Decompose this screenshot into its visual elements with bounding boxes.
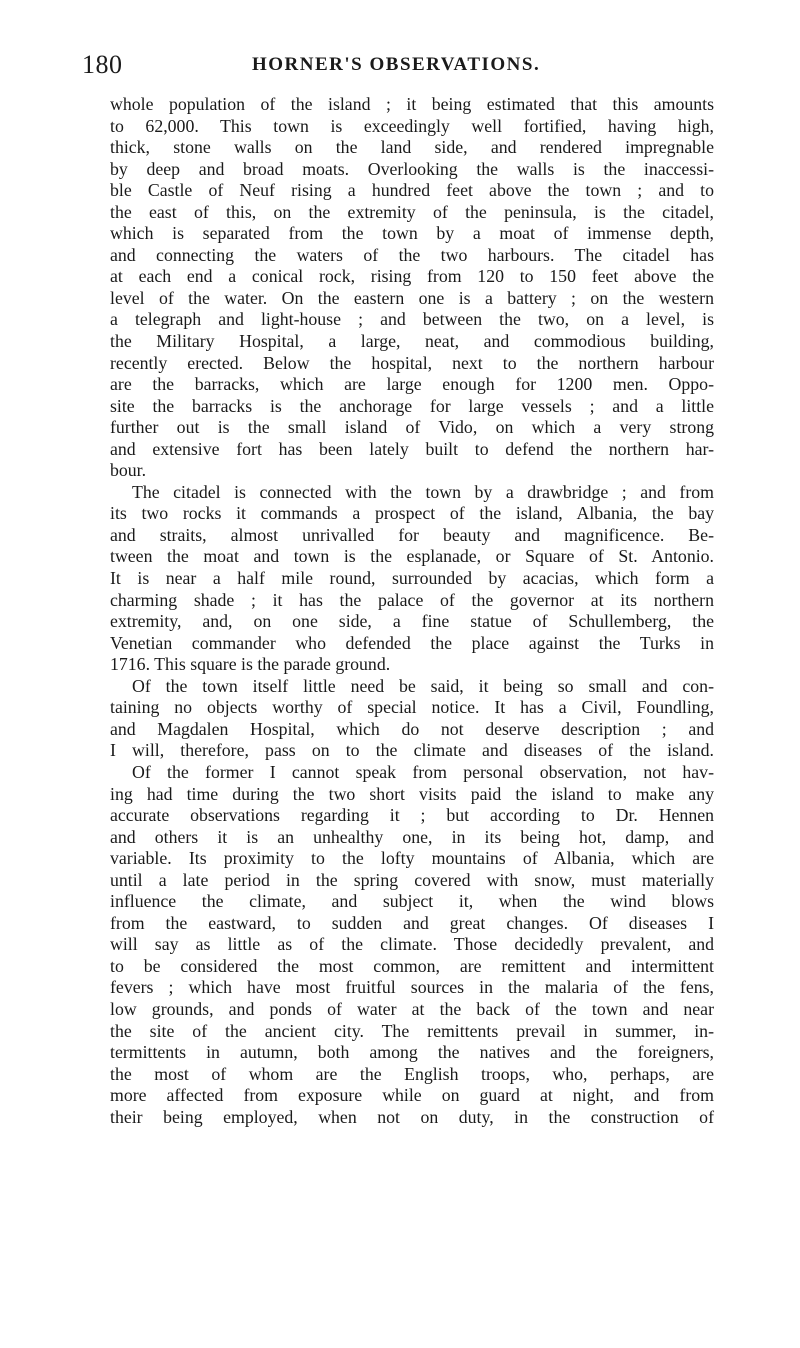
body-text — [110, 94, 714, 1128]
text-line: and extensive fort has been lately built to defend the northern har- — [110, 438, 714, 459]
text-line: taining no objects worthy of special notice. It has a Civil, Foundling, — [110, 697, 714, 718]
text-line: thick, stone walls on the land side, and rendered impregnable — [110, 137, 714, 158]
text-line: recently erected. Below the hospital, next to the northern harbour — [110, 352, 714, 373]
page-number: 180 — [82, 50, 123, 79]
text-line: by deep and broad moats. Overlooking the walls is the inaccessi- — [110, 158, 714, 179]
text-line: termittents in autumn, both among the natives and the foreigners, — [110, 1042, 714, 1063]
text-line: extremity, and, on one side, a fine statue of Schullemberg, the — [110, 611, 714, 632]
page-header — [82, 50, 722, 90]
text-line: low grounds, and ponds of water at the back of the town and near — [110, 998, 714, 1019]
text-line: level of the water. On the eastern one is a battery ; on the western — [110, 287, 714, 308]
text-line: will say as little as of the climate. Those decidedly prevalent, and — [110, 934, 714, 955]
text-line: 1716. This square is the parade ground. — [110, 654, 391, 675]
text-line: to 62,000. This town is exceedingly well fortified, having high, — [110, 115, 714, 136]
text-line: ble Castle of Neuf rising a hundred feet above the town ; and to — [110, 180, 714, 201]
text-line: accurate observations regarding it ; but according to Dr. Hennen — [110, 805, 714, 826]
text-line: which is separated from the town by a moat of immense depth, — [110, 223, 714, 244]
text-line: charming shade ; it has the palace of the governor at its northern — [110, 589, 714, 610]
text-line: are the barracks, which are large enough for 1200 men. Oppo- — [110, 374, 714, 395]
text-line: fevers ; which have most fruitful sources in the malaria of the fens, — [110, 977, 714, 998]
text-line: I will, therefore, pass on to the climate and diseases of the island. — [110, 740, 714, 761]
text-line: a telegraph and light-house ; and between the two, on a level, is — [110, 309, 714, 330]
text-line: influence the climate, and subject it, when the wind blows — [110, 891, 714, 912]
text-line: its two rocks it commands a prospect of the island, Albania, the bay — [110, 503, 714, 524]
text-line: at each end a conical rock, rising from 120 to 150 feet above the — [110, 266, 714, 287]
text-line: bour. — [110, 460, 147, 481]
text-line: and others it is an unhealthy one, in its being hot, damp, and — [110, 826, 714, 847]
text-line: and connecting the waters of the two harbours. The citadel has — [110, 244, 714, 265]
text-line: the most of whom are the English troops, who, perhaps, are — [110, 1063, 714, 1084]
text-line: their being employed, when not on duty, in the construction of — [110, 1106, 714, 1127]
text-line: Venetian commander who defended the place against the Turks in — [110, 632, 714, 653]
text-line: more affected from exposure while on guard at night, and from — [110, 1085, 714, 1106]
text-line: Of the town itself little need be said, it being so small and con- — [132, 675, 714, 696]
text-line: further out is the small island of Vido, on which a very strong — [110, 417, 714, 438]
text-line: variable. Its proximity to the lofty mountains of Albania, which are — [110, 848, 714, 869]
text-line: The citadel is connected with the town by a drawbridge ; and from — [132, 481, 714, 502]
text-line: and straits, almost unrivalled for beauty and magnificence. Be- — [110, 524, 714, 545]
text-line: It is near a half mile round, surrounded by acacias, which form a — [110, 568, 714, 589]
text-line: the site of the ancient city. The remittents prevail in summer, in- — [110, 1020, 714, 1041]
text-line: and Magdalen Hospital, which do not deserve description ; and — [110, 718, 714, 739]
text-line: the east of this, on the extremity of the peninsula, is the citadel, — [110, 201, 714, 222]
running-head: HORNER'S OBSERVATIONS. — [252, 54, 541, 75]
text-line: site the barracks is the anchorage for large vessels ; and a little — [110, 395, 714, 416]
text-line: to be considered the most common, are remittent and intermittent — [110, 955, 714, 976]
text-line: the Military Hospital, a large, neat, and commodious building, — [110, 331, 714, 352]
text-line: Of the former I cannot speak from personal observation, not hav- — [132, 761, 714, 782]
text-line: until a late period in the spring covered with snow, must materially — [110, 869, 714, 890]
text-line: tween the moat and town is the esplanade, or Square of St. Antonio. — [110, 546, 714, 567]
text-line: from the eastward, to sudden and great changes. Of diseases I — [110, 912, 714, 933]
text-line: ing had time during the two short visits paid the island to make any — [110, 783, 714, 804]
text-line: whole population of the island ; it being estimated that this amounts — [110, 94, 714, 114]
